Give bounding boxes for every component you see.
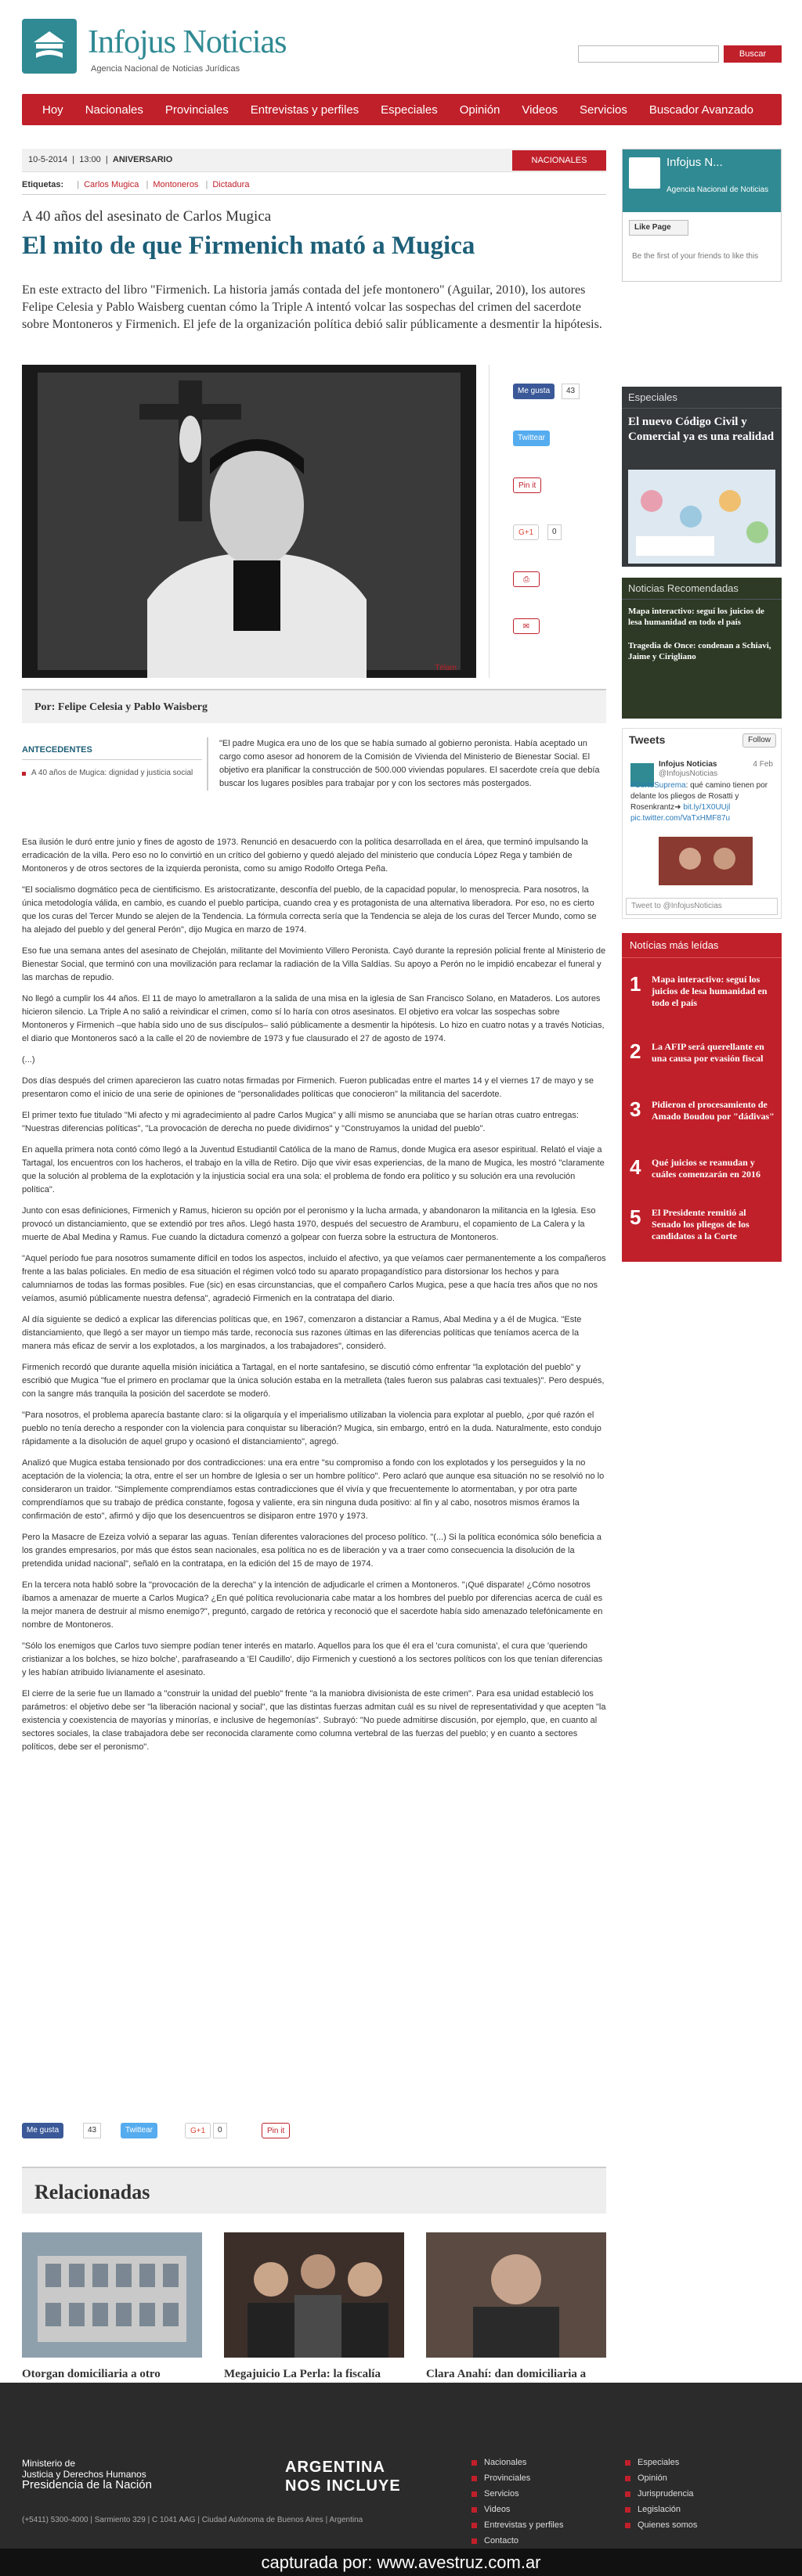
- argentina-logo: ARGENTINA NOS INCLUYE: [285, 2459, 401, 2495]
- mas-leidas-title: Notícias más leídas: [622, 933, 782, 958]
- mas-leidas-title-link: Mapa interactivo: seguí los juicios de lesa humanidad en todo el país: [652, 974, 768, 1008]
- nav-item-servicios[interactable]: Servicios: [580, 103, 627, 117]
- footer-link[interactable]: Opinión: [623, 2470, 697, 2486]
- mas-leidas-item[interactable]: [630, 1039, 775, 1086]
- recomendadas-link[interactable]: Tragedia de Once: condenan a Schiavi, Jaime y Cirigliano: [628, 641, 771, 661]
- especiales-title: Especiales: [622, 387, 782, 409]
- capture-caption: capturada por: www.avestruz.com.ar: [0, 2549, 802, 2576]
- footer-link[interactable]: Servicios: [470, 2486, 563, 2502]
- mas-leidas-title-link: Qué juicios se reanudan y cuáles comenzarán en 2016: [652, 1157, 760, 1180]
- article-paragraph: Al día siguiente se dedicó a explicar las diferencias políticas que, en 1967, comenzaron a distanciar a Ramus, Abal Medina y a él de Mugica. "Este distanciamiento, que llegó a ser mayor un tiempo más tarde, reconocía sus razones últimas en las diferencias políticas que teníamos acerca de la manera más eficaz de servir a los explotados, a los marginados, a los trabajadores", consideró.: [22, 1315, 582, 1351]
- tweet-text: #CorteSuprema: qué camino tienen por delante los pliegos de Rosatti y Rosenkrantz➜ bit.ly/1X0UUjl pic.twitter.com/VaTxHMF87u: [630, 781, 768, 823]
- page-avatar-icon: [629, 157, 660, 189]
- mas-leidas-title-link: El Presidente remitió al Senado los pliegos de los candidatos a la Corte: [652, 1207, 750, 1241]
- mas-leidas-number: 2: [630, 1039, 641, 1063]
- footer-link[interactable]: Especiales: [623, 2455, 697, 2470]
- mas-leidas-number: 4: [630, 1155, 641, 1179]
- footer-link[interactable]: Nacionales: [470, 2455, 563, 2470]
- search-input[interactable]: [578, 45, 719, 63]
- byline: Por: Felipe Celesia y Pablo Waisberg: [34, 701, 208, 713]
- nav-item-nacionales[interactable]: Nacionales: [85, 103, 143, 117]
- ministry-logo[interactable]: Ministerio de Justicia y Derechos Humanos Presidencia de la Nación: [22, 2458, 152, 2491]
- share-box: [489, 365, 606, 678]
- divider: [22, 194, 606, 195]
- article-body: [22, 836, 606, 1762]
- mas-leidas-number: 3: [630, 1097, 641, 1121]
- footer-address: (+5411) 5300-4000 | Sarmiento 329 | C 1041 AAG | Ciudad Autónoma de Buenos Aires | Argentina: [22, 2516, 363, 2524]
- tag-link[interactable]: Montoneros: [153, 180, 199, 189]
- email-icon[interactable]: ✉: [513, 618, 540, 634]
- facebook-page-sub: Agencia Nacional de Noticias: [667, 186, 769, 194]
- google-plus-count: 0: [547, 524, 562, 540]
- related-card[interactable]: [22, 2232, 202, 2397]
- brand-tagline: Agencia Nacional de Noticias Jurídicas: [91, 64, 240, 74]
- footer-link[interactable]: Entrevistas y perfiles: [470, 2517, 563, 2533]
- mas-leidas-item[interactable]: [630, 1155, 775, 1202]
- facebook-page-name[interactable]: Infojus N...: [667, 156, 723, 169]
- tags-label: Etiquetas:: [22, 180, 64, 189]
- footer-link[interactable]: Contacto: [470, 2533, 563, 2549]
- article-lead: En este extracto del libro "Firmenich. La historia jamás contada del jefe montonero" (Aguilar, 2010), los autores Felipe Celesia y Pablo Waisberg cuentan cómo la Triple A intentó volcar las sospechas del crimen del sacerdote sobre Montoneros y Firmenich. El jefe de la organización política debió salir públicamente a desmentir la hipótesis.: [22, 283, 602, 331]
- footer-link[interactable]: Provinciales: [470, 2470, 563, 2486]
- nav-item-buscador[interactable]: Buscador Avanzado: [648, 103, 754, 117]
- related-image: [22, 2232, 202, 2358]
- tweet-link[interactable]: bit.ly/1X0UUjl pic.twitter.com/VaTxHMF87u: [630, 803, 731, 823]
- article-section: ANIVERSARIO: [112, 155, 173, 164]
- site-header: [0, 0, 802, 88]
- nav-item-videos[interactable]: Videos: [522, 103, 558, 117]
- article-paragraph: Analizó que Mugica estaba tensionado por dos contradicciones: una era entre "su compromiso a fondo con los explotados y los perseguidos y la no aceptación de la violencia; la otra, entre el ser un hombre de Iglesia o ser un hombre político". Pero aclaró que aunque esa situación no se resolvió no lo consideraron un traidor. "Simplemente comprendíamos estas contradicciones que él vivía y que frecuentemente lo atormentaban, y por otra parte comprendíamos que su trabajo de prédica constante, fogosa y valiente, era sin ninguna duda positivo: al fin y al cabo, nosotros mismos éramos la confirmación de esto", afirmó y dijo que los desencuentros se disiparon entre 1970 y 1973.: [22, 1458, 605, 1521]
- recomendadas-link[interactable]: Mapa interactivo: seguí los juicios de lesa humanidad en todo el país: [628, 607, 764, 627]
- mas-leidas-number: 5: [630, 1205, 641, 1229]
- twitter-follow-button[interactable]: Follow: [742, 733, 776, 748]
- related-card-title: Clara Anahí: dan domiciliaria a: [426, 2368, 587, 2380]
- pinterest-button[interactable]: Pin it: [262, 2123, 290, 2138]
- article-paragraph: Eso fue una semana antes del asesinato de Chejolán, militante del Movimiento Villero Peronista. Cayó durante la represión policial frente al Ministerio de Bienestar Social, que terminó con una movilización para reclamar la radiación de la Villa Saldías. Su apoyo a Perón no le impidió encabezar el funeral y las marchas de repudio.: [22, 946, 606, 982]
- facebook-like-button[interactable]: Me gusta: [513, 384, 555, 399]
- article-paragraph: (...): [22, 1055, 35, 1065]
- related-card-title: Otorgan domiciliaria a otro: [22, 2368, 161, 2380]
- footer-links-col-2: [623, 2455, 697, 2533]
- category-badge[interactable]: NACIONALES: [512, 150, 606, 171]
- tweet-image[interactable]: [659, 837, 753, 885]
- article-headline: El mito de que Firmenich mató a Mugica: [22, 232, 475, 260]
- mas-leidas-item[interactable]: [630, 972, 775, 1027]
- related-image: [426, 2232, 606, 2358]
- brand-name: Infojus Noticias: [88, 24, 287, 60]
- nav-item-especiales[interactable]: Especiales: [381, 103, 438, 117]
- print-icon[interactable]: ⎙: [513, 571, 540, 587]
- article-paragraph: Junto con esas definiciones, Firmenich y Ramus, hicieron su opción por el peronismo y la lucha armada, y abandonaron la militancia en la Iglesia. Eso provocó un distanciamiento, que se extendió por tres años. Llegó hasta 1970, después del secuestro de Aramburu, el copamiento de La Calera y la muerte de Abal Medina y Ramus. Fue cuando la dictadura comenzó a golpear con fuerza sobre la estructura de Montoneros.: [22, 1206, 596, 1242]
- facebook-like-count: 43: [83, 2123, 101, 2138]
- article-paragraph: Firmenich recordó que durante aquella misión iniciática a Tartagal, en el norte santafesino, se discutió cómo enfrentar "la explotación del pueblo" y escribió que Mugica "fue el primero en proclamar que la única solución estaba en la metralleta (tales fueron sus palabras casi textuales)". Pero después, con la sangre más tranquila la posición del sacerdote se moderó.: [22, 1363, 605, 1399]
- photo-credit: Télam: [435, 664, 457, 672]
- tweet-date: 4 Feb: [753, 760, 773, 769]
- nav-item-provinciales[interactable]: Provinciales: [164, 103, 229, 117]
- article-paragraph: No llegó a cumplir los 44 años. El 11 de mayo lo ametrallaron a la salida de una misa en la iglesia de San Francisco Solano, en Mataderos. Los autores hicieron silencio. La Triple A no salió a reivindicar el crimen, como sí lo haría con otros asesinatos. El objetivo era volcar las sospechas sobre Montoneros y Firmenich –que había sido uno de sus discípulos– salió públicamente a desmentir la hipótesis. Lo hizo en cuatro notas y a través Noticias, el diario que Montoneros sacó a la calle el 20 de noviembre de 1973 y fue clausurado el 27 de agosto de 1974.: [22, 994, 605, 1043]
- mas-leidas-item[interactable]: [630, 1097, 775, 1144]
- related-card-title: Megajuicio La Perla: la fiscalía: [224, 2368, 381, 2380]
- article-quote: "El padre Mugica era uno de los que se había sumado al gobierno peronista. Había aceptado un cargo como asesor ad honorem de la Comisión de Vivienda del Ministerio de Bienestar Social. El objetivo era planificar la construcción de 500.000 viviendas populares. El sacerdote creía que debía buscar los lugares posibles para trabajar por y con los sectores más postergados.: [207, 737, 606, 791]
- article-paragraph: Pero la Masacre de Ezeiza volvió a separar las aguas. Tenían diferentes valoraciones del proceso político. "(...) Si la política económica sólo beneficia a los grandes empresarios, por más que éstos sean nacionales, esa política no es de liberación y va a traer como consecuencia la disolución de la pretendida unidad nacional", señaló en la contratapa, en la edición del 15 de mayo de 1974.: [22, 1533, 602, 1569]
- twitter-button[interactable]: Twittear: [121, 2123, 157, 2138]
- recomendadas-title: Noticias Recomendadas: [622, 578, 782, 600]
- related-title: Relacionadas: [34, 2181, 150, 2203]
- article-date: 10-5-2014: [28, 155, 68, 164]
- nav-item-opinion[interactable]: Opinión: [459, 103, 500, 117]
- especiales-image: [628, 470, 775, 564]
- tag-link[interactable]: Dictadura: [212, 180, 250, 189]
- search-button[interactable]: Buscar: [724, 45, 782, 63]
- tag-link[interactable]: Carlos Mugica: [84, 180, 139, 189]
- article-time: 13:00: [79, 155, 101, 164]
- site-footer: [0, 2383, 802, 2549]
- article-paragraph: "Sólo los enemigos que Carlos tuvo siempre podían tener interés en matarlo. Aquellos para los que él era el 'cura comunista', el cura que 'queriendo cristianizar a los bolches, se hizo bolche', parafraseando a 'El Caudillo', dijo Firmenich y cuestionó a los sectores políticos con los que tenían diferencias y les habían atribuido livianamente el asesinato.: [22, 1641, 603, 1677]
- especiales-headline: El nuevo Código Civil y Comercial ya es una realidad: [628, 416, 775, 443]
- twitter-widget: [622, 728, 782, 919]
- google-plus-button[interactable]: G+1: [185, 2123, 211, 2138]
- google-plus-button[interactable]: G+1: [513, 524, 539, 540]
- footer-link[interactable]: Quienes somos: [623, 2517, 697, 2533]
- main-nav: [22, 94, 782, 125]
- twitter-button[interactable]: Twittear: [513, 431, 550, 446]
- tweet-to-input[interactable]: Tweet to @InfojusNoticias: [626, 898, 778, 915]
- facebook-like-page-button[interactable]: Like Page: [629, 220, 688, 236]
- related-section: [22, 2167, 606, 2380]
- mas-leidas-number: 1: [630, 972, 641, 996]
- mas-leidas-box: [622, 933, 782, 1262]
- recomendadas-box: [622, 578, 782, 719]
- article-paragraph: Dos días después del crimen aparecieron las cuatro notas firmadas por Firmenich. Fueron publicadas entre el martes 14 y el viernes 17 de mayo y se presentaron como el inicio de una serie de opiniones de "personalidades políticas que conocieron" la militancia del sacerdote.: [22, 1076, 594, 1099]
- footer-links-col-1: [470, 2455, 563, 2549]
- tweet-user[interactable]: Infojus Noticias: [659, 760, 717, 769]
- nav-item-entrevistas[interactable]: Entrevistas y perfiles: [250, 103, 359, 117]
- article-paragraph: "Para nosotros, el problema aparecía bastante claro: si la oligarquía y el imperialismo utilizaban la violencia para explotar al pueblo, ¿por qué razón el pueblo no tenía derecho a responder con la violencia para conquistar su liberación? Mugica, sin embargo, entró en la duda. Naturalmente, esto condujo rápidamente a la disolución de aquel grupo y ocasionó el distanciamiento", agregó.: [22, 1410, 602, 1447]
- antecedentes-title: ANTECEDENTES: [22, 745, 202, 760]
- footer-link[interactable]: Videos: [470, 2502, 563, 2517]
- footer-link[interactable]: Jurisprudencia: [623, 2486, 697, 2502]
- facebook-like-button[interactable]: Me gusta: [22, 2123, 63, 2138]
- related-card[interactable]: [224, 2232, 404, 2397]
- nav-item-hoy[interactable]: Hoy: [42, 103, 63, 117]
- article-paragraph: En aquella primera nota contó cómo llegó a la Juventud Estudiantil Católica de la mano de Ramus, donde Mugica era asesor espiritual. Relató el viaje a Tartagal, los encuentros con los hacheros, el trabajo en la villa de Retiro. Dijo que vivir esas experiencias, de la mano de Mugica, les mostró "claramente que la solución al problema de la explotación y la injusticia social era una sola: el problema de fondo era político y su solución era una revolución política".: [22, 1145, 605, 1194]
- tweet-handle: @InfojusNoticias: [659, 769, 718, 778]
- article-paragraph: Esa ilusión le duró entre junio y fines de agosto de 1973. Renunció en desacuerdo con la política desarrollada en el área, que terminó impulsando la erradicación de la villa. Pero eso no lo convirtió en un crítico del gobierno y quedó alejado del ministerio que conducía López Rega y también de Montoneros y de otros sectores de la izquierda peronista, como su amigo Rodolfo Ortega Peña.: [22, 838, 588, 874]
- especiales-box[interactable]: [622, 387, 782, 567]
- tags-row: Etiquetas: | Carlos Mugica | Montoneros | Dictadura: [22, 180, 250, 189]
- antecedentes-box: [22, 745, 202, 779]
- article-photo: [22, 365, 476, 678]
- mas-leidas-title-link: Pidieron el procesamiento de Amado Boudou por "dádivas": [652, 1099, 775, 1122]
- tweets-title: Tweets: [629, 733, 666, 746]
- footer-link[interactable]: Legislación: [623, 2502, 697, 2517]
- article-meta-bar: [22, 149, 606, 172]
- facebook-widget-text: Be the first of your friends to like this: [632, 252, 759, 261]
- antecedentes-link[interactable]: A 40 años de Mugica: dignidad y justicia social: [22, 768, 202, 779]
- mas-leidas-title-link: La AFIP será querellante en una causa por evasión fiscal: [652, 1041, 764, 1064]
- byline-bar: [22, 689, 606, 723]
- article-paragraph: "El socialismo dogmático peca de cientificismo. Es aristocratizante, desconfía del pueblo, de la capacidad popular, lo menosprecia. Para nosotros, la única metodología válida, en cambio, es cuando el pueblo participa, cuando crea y es protagonista de una alternativa liberadora. Por eso, no es cierto que los curas del Tercer Mundo se alejen de la Tendencia. La fórmula correcta sería que la Tendencia se aleja de los curas del Tercer Mundo, como se ha alejado del pueblo y del general Perón", dijo Mugica en marzo de 1974.: [22, 885, 597, 935]
- article-kicker: A 40 años del asesinato de Carlos Mugica: [22, 208, 272, 225]
- article-paragraph: En la tercera nota habló sobre la "provocación de la derecha" y la intención de adjudicarle el crimen a Montoneros. "¡Qué disparate! ¿Cómo nosotros íbamos a amenazar de muerte a Carlos Mugica? ¿En qué política revolucionaria cabe matar a los hombres del pueblo por diferencias acerca de cuál es la mejor manera de destruir al mismo enemigo?", preguntó, cargado de retórica y reconoció que el sacerdote había sido amenazado telefónicamente en nombre de Montoneros.: [22, 1580, 603, 1630]
- article-meta: 10-5-2014 | 13:00 | ANIVERSARIO: [28, 155, 173, 164]
- pinterest-button[interactable]: Pin it: [513, 477, 541, 493]
- facebook-like-count: 43: [562, 384, 580, 399]
- tweet-hashtag[interactable]: #CorteSuprema: [630, 781, 686, 790]
- site-logo[interactable]: [22, 19, 320, 78]
- article-paragraph: "Aquel período fue para nosotros sumamente difícil en todos los aspectos, incluido el afectivo, ya que veíamos caer permanentemente a los compañeros frente a las balas policiales. En medio de esa situación el régimen volcó todo su aparato propagandístico para distorsionar los hechos y para calumniarnos de todas las formas posibles. Fue (sic) en esas circunstancias, que el compañero Carlos Mugica, pese a que hacía tres años que no nos veíamos, asumió públicamente nuestra defensa", agradeció Firmenich en la contratapa del diario.: [22, 1254, 606, 1303]
- related-header: [22, 2167, 606, 2214]
- bottom-share-bar: [22, 2123, 606, 2142]
- facebook-widget: [622, 149, 782, 282]
- mas-leidas-item[interactable]: [630, 1205, 775, 1260]
- google-plus-count: 0: [213, 2123, 227, 2138]
- article-paragraph: El cierre de la serie fue un llamado a "construir la unidad del pueblo" frente "a la maniobra divisionista de este crimen". Para esa unidad estableció los parámetros: el objetivo debe ser "la liberación nacional y social", que las distintas fuerzas admitan cuál es su nivel de representatividad y que acepten "la existencia y coexistencia de mayorías y minorías, e inclusive de hegemonías". Subrayó: "No puede admitirse discusión, por ejemplo, que, en cuanto al sectores sociales, la clase trabajadora debe ser reconocida claramente como columna vertebral de las fuerzas del pueblo; y en cuanto a sectores políticos, debe ser el peronismo".: [22, 1689, 606, 1752]
- logo-mark-icon: [22, 19, 77, 74]
- related-image: [224, 2232, 404, 2358]
- article-paragraph: El primer texto fue titulado "Mi afecto y mi agradecimiento al padre Carlos Mugica" y allí mismo se anunciaba que se harían otras cuatro entregas: "Nuestras diferencias políticas", "La provocación de derecha no puede dividirnos" y "Construyamos la unidad del pueblo".: [22, 1111, 579, 1133]
